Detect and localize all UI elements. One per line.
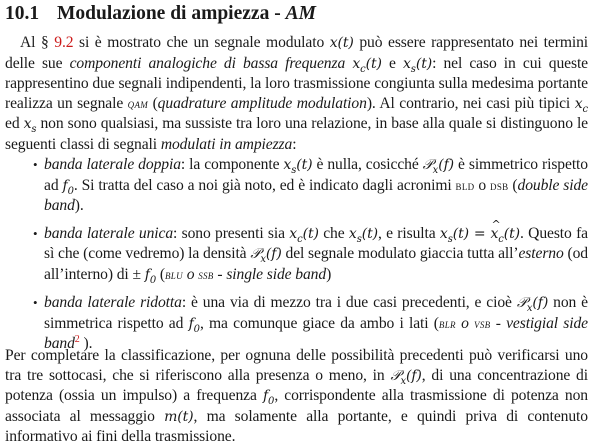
- intro-text: e: [381, 54, 403, 72]
- section-heading: [5, 2, 316, 26]
- bullet-icon: •: [33, 157, 38, 172]
- item-text: o: [182, 265, 199, 283]
- acronym-qam: qam: [127, 95, 149, 111]
- item-text: : la componente: [180, 156, 284, 173]
- item-text: che: [318, 224, 349, 242]
- emphasis-text: vestigial side band: [44, 314, 588, 352]
- acronym-blr: blr: [438, 315, 456, 331]
- math-x-t: x(t): [329, 35, 354, 51]
- intro-text: non sono qualsiasi, ma sussiste tra loro una relazione, in base alla quale si distinguono le seguenti classi di segnali: [5, 115, 588, 153]
- item-text: o: [455, 314, 475, 332]
- item-text: (: [508, 176, 518, 194]
- item-text: , ma comunque giace da ambo i lati (: [199, 314, 439, 332]
- bullet-icon: •: [33, 225, 38, 241]
- emphasis-text: single side band: [226, 265, 327, 283]
- math-px-f: 𝒫$_x$(f): [516, 295, 549, 314]
- emphasis-text: componenti analogiche di bassa frequenza: [69, 54, 346, 72]
- emphasis-text: esterno: [518, 245, 564, 262]
- math-equation: $x_s(t)$ = ^ $x_c(t)$: [440, 226, 520, 242]
- list-item: [5, 293, 588, 354]
- list-item: [5, 224, 588, 286]
- math-xc-t: $x_c(t)$: [352, 55, 382, 75]
- emphasis-text: modulati in ampiezza: [160, 135, 293, 153]
- closing-paragraph: [5, 346, 588, 447]
- bullet-icon: •: [33, 295, 38, 310]
- item-text: o: [474, 176, 491, 194]
- item-text: : sono presenti sia: [173, 224, 290, 242]
- math-xc-t: $x_c(t)$: [289, 225, 319, 245]
- acronym-bld: bld: [455, 177, 475, 193]
- item-text: non è simmetrica rispetto ad: [44, 294, 588, 332]
- closing-text: , corrispondente alla trasmissione di potenza non associata al messaggio: [5, 387, 589, 425]
- intro-text: ). Al contrario, nei casi più tipici: [366, 94, 575, 112]
- acronym-vsb: vsb: [474, 315, 491, 331]
- math-m-t: m(t): [164, 408, 194, 425]
- emphasis-text: banda laterale doppia: [44, 156, 181, 173]
- math-xs-t: $x_s(t)$: [403, 55, 433, 75]
- list-item: [5, 155, 588, 216]
- closing-text: Per completare la classificazione, per ognuna delle possibilità precedenti può verificarsi uno tra tre sottocasi, che si riferiscono alla presenza o meno, in: [5, 347, 588, 384]
- item-text: è simmetrico rispetto ad: [44, 156, 588, 194]
- item-text: del segnale modulato giaccia tutta all’: [281, 245, 519, 262]
- section-title: Modulazione di ampiezza -: [57, 3, 281, 24]
- item-text: -: [213, 265, 227, 283]
- acronym-dsb: dsb: [490, 177, 509, 193]
- footnote-marker[interactable]: 2: [74, 333, 80, 345]
- acronym-blu: blu: [165, 266, 183, 282]
- math-xs-t: $x_s(t)$: [348, 225, 378, 245]
- math-px-f: 𝒫$_x$(f): [422, 157, 455, 176]
- closing-text: , ma solamente alla portante, e quindi priva di contenuto informativo ai fini della trasmissione.: [5, 407, 588, 445]
- item-text: -: [490, 314, 507, 332]
- math-f0: $f_0$: [188, 315, 200, 335]
- modulation-class-list: [5, 155, 588, 362]
- item-text: ).: [79, 335, 93, 352]
- emphasis-text: quadrature amplitude modulation: [157, 94, 367, 112]
- intro-text: Al §: [20, 34, 55, 51]
- item-text: (od all’interno) di ±: [44, 245, 588, 283]
- acronym-ssb: ssb: [198, 266, 214, 282]
- math-f0: $f_0$: [62, 177, 74, 197]
- intro-text: ed: [5, 115, 24, 132]
- intro-text: si è mostrato che un segnale modulato: [73, 34, 330, 51]
- closing-text: , di una concentrazione di potenza (ossia un impulso) a frequenza: [5, 366, 588, 404]
- intro-paragraph: [5, 33, 588, 154]
- math-xc: $x_c$: [574, 95, 588, 115]
- item-text: (: [156, 265, 165, 283]
- section-ref-link[interactable]: 9.2: [54, 34, 74, 51]
- math-xs: $x_s$: [23, 116, 37, 135]
- item-text: . Si tratta del caso a noi già noto, ed è indicato dagli acronimi: [73, 176, 456, 194]
- item-text: . Questo fa sì che (come vedremo) la densità: [44, 224, 588, 262]
- math-px-f: 𝒫$_x$(f): [390, 367, 422, 387]
- emphasis-text: banda laterale unica: [44, 224, 174, 242]
- emphasis-text: double side band: [44, 176, 589, 214]
- intro-text: può essere rappresentato nei termini delle sue: [5, 34, 589, 72]
- math-f0: $f_0$: [262, 388, 275, 407]
- emphasis-text: banda laterale ridotta: [44, 294, 182, 311]
- intro-text: : nel caso in cui queste rappresentino due segnali indipendenti, la loro trasmissione congiunta sulla medesima portante realizza un segnale: [5, 54, 589, 112]
- item-text: : è una via di mezzo tra i due casi precedenti, e cioè: [181, 294, 517, 311]
- item-text: ): [326, 265, 332, 283]
- math-xs-t: $x_s(t)$: [283, 157, 313, 176]
- intro-text: :: [292, 135, 297, 153]
- intro-text: (: [148, 94, 158, 112]
- item-text: , e risulta: [377, 224, 440, 242]
- section-number: 10.1: [5, 3, 40, 24]
- section-title-am: AM: [285, 3, 316, 24]
- math-f0: $f_0$: [144, 266, 157, 286]
- item-text: ).: [74, 197, 84, 214]
- math-px-f: 𝒫$_x$(f): [250, 246, 282, 265]
- item-text: è nulla, cosicché: [312, 156, 423, 173]
